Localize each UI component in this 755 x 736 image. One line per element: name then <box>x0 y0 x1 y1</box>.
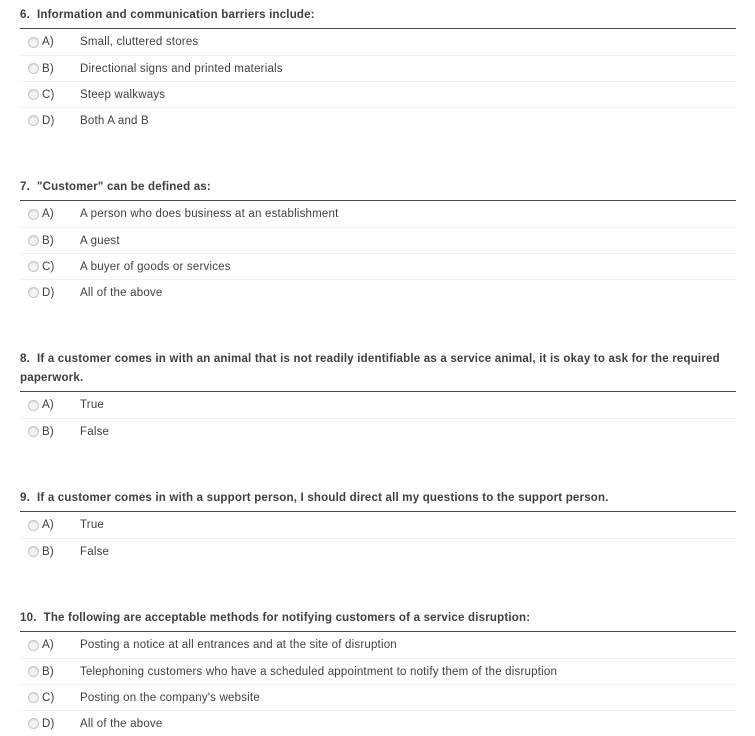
radio-button-icon[interactable] <box>28 209 39 220</box>
question-number: 7. <box>20 181 30 193</box>
question-text: The following are acceptable methods for notifying customers of a service disruption: <box>43 612 531 624</box>
option-letter: C) <box>42 691 55 704</box>
radio-button-icon[interactable] <box>28 666 39 677</box>
option-text: Directional signs and printed materials <box>80 62 283 75</box>
answer-option-row[interactable] <box>20 107 736 133</box>
option-text: Steep walkways <box>80 88 166 101</box>
question-heading <box>20 609 736 632</box>
option-letter: B) <box>42 234 54 247</box>
question-text: Information and communication barriers include: <box>37 9 315 21</box>
option-letter: A) <box>42 399 54 411</box>
answer-option-row[interactable] <box>20 512 736 538</box>
option-letter: D) <box>42 114 55 127</box>
radio-button-icon[interactable] <box>28 261 39 272</box>
option-letter: C) <box>42 260 55 273</box>
radio-button-icon[interactable] <box>28 520 39 531</box>
question-block <box>20 350 736 444</box>
answer-option-row[interactable] <box>20 684 736 710</box>
option-letter: B) <box>42 665 54 678</box>
radio-button-icon[interactable] <box>28 640 39 651</box>
answer-option-row[interactable] <box>20 55 736 81</box>
radio-button-icon[interactable] <box>28 37 39 48</box>
radio-button-icon[interactable] <box>28 426 39 437</box>
question-number: 9. <box>20 492 30 504</box>
option-text: Telephoning customers who have a scheduled appointment to notify them of the disruption <box>80 665 558 678</box>
radio-button-icon[interactable] <box>28 89 39 100</box>
option-letter: A) <box>42 208 54 220</box>
answer-option-row[interactable] <box>20 29 736 55</box>
option-letter: A) <box>42 36 54 48</box>
question-heading <box>20 6 736 29</box>
option-text: Both A and B <box>80 114 149 127</box>
question-text: If a customer comes in with a support person, I should direct all my questions to the support person. <box>37 492 609 504</box>
option-text: False <box>80 425 110 438</box>
answer-option-row[interactable] <box>20 253 736 279</box>
radio-button-icon[interactable] <box>28 63 39 74</box>
option-letter: B) <box>42 545 54 558</box>
options-list <box>20 632 736 736</box>
options-list <box>20 201 736 305</box>
option-text: All of the above <box>80 286 163 299</box>
question-block <box>20 609 736 736</box>
option-text: True <box>80 519 105 531</box>
question-number: 10. <box>20 612 37 624</box>
question-block <box>20 6 736 133</box>
radio-button-icon[interactable] <box>28 692 39 703</box>
answer-option-row[interactable] <box>20 227 736 253</box>
answer-option-row[interactable] <box>20 279 736 305</box>
answer-option-row[interactable] <box>20 201 736 227</box>
question-text: If a customer comes in with an animal that is not readily identifiable as a service animal, it is okay to ask for the required paperwork. <box>20 353 720 384</box>
option-text: A buyer of goods or services <box>80 260 231 273</box>
radio-button-icon[interactable] <box>28 235 39 246</box>
options-list <box>20 512 736 564</box>
option-letter: B) <box>42 62 54 75</box>
answer-option-row[interactable] <box>20 392 736 418</box>
radio-button-icon[interactable] <box>28 115 39 126</box>
option-letter: D) <box>42 286 55 299</box>
option-letter: A) <box>42 639 54 651</box>
option-letter: C) <box>42 88 55 101</box>
options-list <box>20 392 736 444</box>
answer-option-row[interactable] <box>20 538 736 564</box>
answer-option-row[interactable] <box>20 418 736 444</box>
question-heading <box>20 489 736 512</box>
option-text: Small, cluttered stores <box>80 36 199 48</box>
question-heading <box>20 178 736 201</box>
question-number: 6. <box>20 9 30 21</box>
option-text: True <box>80 399 105 411</box>
option-text: False <box>80 545 110 558</box>
answer-option-row[interactable] <box>20 710 736 736</box>
answer-option-row[interactable] <box>20 658 736 684</box>
answer-option-row[interactable] <box>20 632 736 658</box>
option-text: A person who does business at an establishment <box>80 208 339 220</box>
radio-button-icon[interactable] <box>28 718 39 729</box>
options-list <box>20 29 736 133</box>
radio-button-icon[interactable] <box>28 546 39 557</box>
option-text: A guest <box>80 234 120 247</box>
answer-option-row[interactable] <box>20 81 736 107</box>
option-letter: A) <box>42 519 54 531</box>
question-heading <box>20 350 736 392</box>
question-block <box>20 178 736 305</box>
option-text: Posting a notice at all entrances and at the site of disruption <box>80 639 397 651</box>
option-text: All of the above <box>80 717 163 730</box>
option-letter: B) <box>42 425 54 438</box>
question-block <box>20 489 736 564</box>
question-text: "Customer" can be defined as: <box>37 181 211 193</box>
quiz-page <box>20 6 736 736</box>
radio-button-icon[interactable] <box>28 287 39 298</box>
question-number: 8. <box>20 353 30 365</box>
option-text: Posting on the company's website <box>80 691 260 704</box>
option-letter: D) <box>42 717 55 730</box>
radio-button-icon[interactable] <box>28 400 39 411</box>
